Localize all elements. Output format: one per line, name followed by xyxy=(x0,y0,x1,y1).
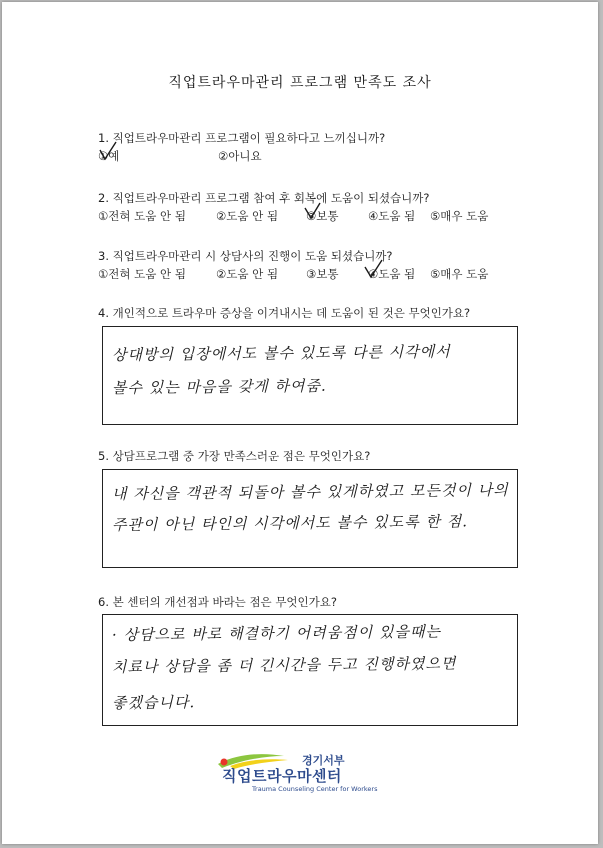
q3-option-4[interactable]: ④도움 됨 xyxy=(368,267,416,281)
question-2-text: 2. 직업트라우마관리 프로그램 참여 후 회복에 도움이 되셨습니까? xyxy=(98,191,430,205)
question-1-text: 1. 직업트라우마관리 프로그램이 필요하다고 느끼십니까? xyxy=(98,131,386,145)
q2-option-2[interactable]: ②도움 안 됨 xyxy=(216,209,279,223)
q1-option-no[interactable]: ②아니요 xyxy=(218,149,262,163)
q3-option-1[interactable]: ①전혀 도움 안 됨 xyxy=(98,267,186,281)
center-logo xyxy=(216,750,416,800)
answer-5-line-2: 주관이 아닌 타인의 시각에서도 볼수 있도록 한 점. xyxy=(111,512,469,534)
answer-4-line-1: 상대방의 입장에서도 볼수 있도록 다른 시각에서 xyxy=(111,342,451,364)
q1-option-yes[interactable]: ①예 xyxy=(98,149,120,163)
q3-option-3[interactable]: ③보통 xyxy=(306,267,339,281)
logo-center-name: 직업트라우마센터 xyxy=(222,767,342,785)
question-6-text: 6. 본 센터의 개선점과 바라는 점은 무엇인가요? xyxy=(98,595,337,609)
answer-6-line-1: · 상담으로 바로 해결하기 어려움점이 있을때는 xyxy=(111,622,442,644)
question-5-text: 5. 상담프로그램 중 가장 만족스러운 점은 무엇인가요? xyxy=(98,449,371,463)
answer-5-line-1: 내 자신을 객관적 되돌아 볼수 있게하였고 모든것이 나의 xyxy=(111,480,509,503)
page-title: 직업트라우마관리 프로그램 만족도 조사 xyxy=(168,75,432,91)
answer-6-line-2: 치료나 상담을 좀 더 긴시간을 두고 진행하였으면 xyxy=(111,654,457,676)
survey-sheet xyxy=(2,2,598,844)
question-3-text: 3. 직업트라우마관리 시 상담사의 진행이 도움 되셨습니까? xyxy=(98,249,393,263)
q2-option-5[interactable]: ⑤매우 도움 xyxy=(430,209,489,223)
q2-option-3[interactable]: ③보통 xyxy=(306,209,339,223)
q2-option-4[interactable]: ④도움 됨 xyxy=(368,209,416,223)
logo-region-text: 경기서부 xyxy=(302,754,345,767)
q3-option-2[interactable]: ②도움 안 됨 xyxy=(216,267,279,281)
logo-english-name: Trauma Counseling Center for Workers xyxy=(252,785,378,793)
q2-option-1[interactable]: ①전혀 도움 안 됨 xyxy=(98,209,186,223)
q3-option-5[interactable]: ⑤매우 도움 xyxy=(430,267,489,281)
answer-4-line-2: 볼수 있는 마음을 갖게 하여줌. xyxy=(111,376,327,397)
answer-6-line-3: 좋겠습니다. xyxy=(111,693,196,712)
question-4-text: 4. 개인적으로 트라우마 증상을 이겨내시는 데 도움이 된 것은 무엇인가요? xyxy=(98,306,471,320)
